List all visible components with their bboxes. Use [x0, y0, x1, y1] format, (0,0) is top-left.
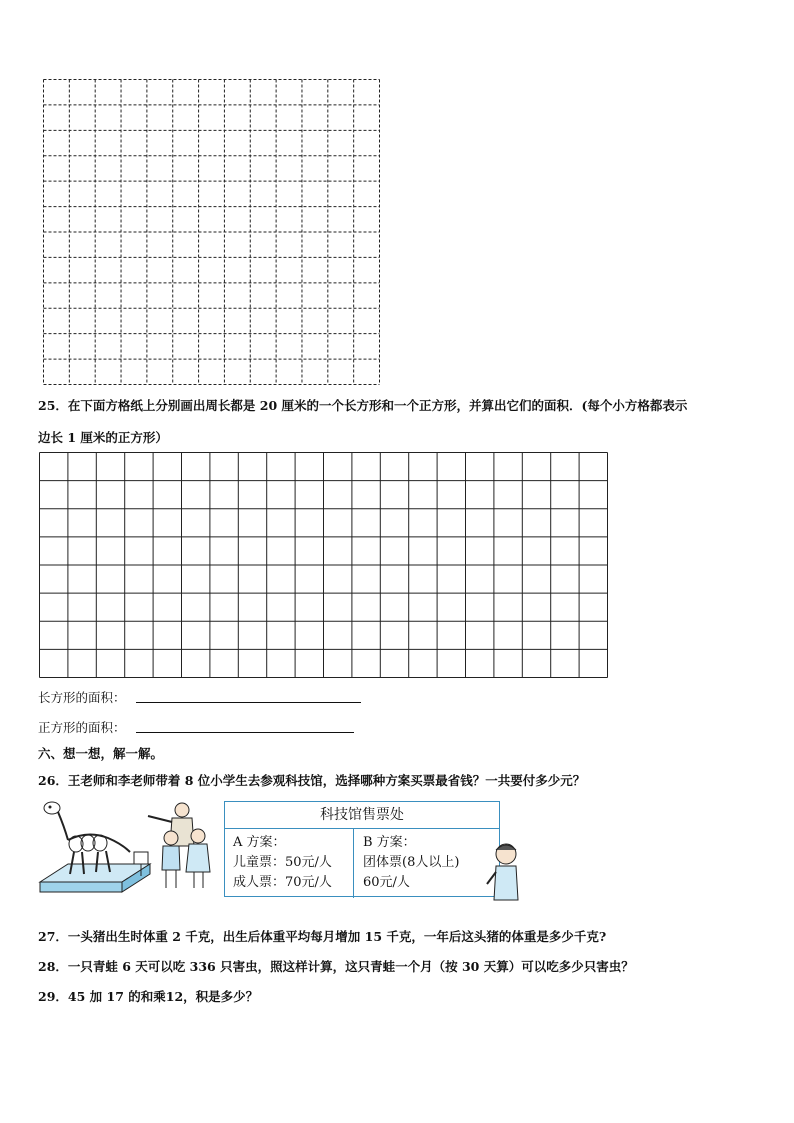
square-area-answer-line[interactable] [136, 732, 354, 733]
square-grid-paper [39, 452, 608, 678]
plan-b-group-ticket: 团体票(8人以上) [363, 855, 460, 870]
rectangle-area-answer-line[interactable] [136, 702, 361, 703]
question-25-number: 25． [38, 398, 68, 413]
plan-b-label: B 方案： [363, 835, 416, 850]
question-26-number: 26． [38, 773, 68, 788]
ticket-divider [353, 828, 354, 898]
plan-a-adult-price: 成人票：70元/人 [233, 875, 332, 890]
question-28-text: 一只青蛙 6 天可以吃 336 只害虫，照这样计算，这只青蛙一个月（按 30 天算）可以吃多少只害虫？ [67, 959, 634, 974]
question-26 [38, 771, 585, 789]
question-25-text-line2: 边长 1 厘米的正方形） [38, 430, 168, 445]
top-dashed-grid [43, 79, 380, 385]
question-27-text: 一头猪出生时体重 2 千克，出生后体重平均每月增加 15 千克，一年后这头猪的体重是多少千克? [67, 929, 607, 944]
square-area-label: 正方形的面积： [38, 720, 126, 735]
plan-a-child-price: 儿童票：50元/人 [233, 855, 332, 870]
rectangle-area-label: 长方形的面积： [38, 690, 126, 705]
boy-illustration [484, 840, 524, 902]
question-27 [38, 927, 606, 945]
ticket-office-title: 科技馆售票处 [225, 802, 499, 829]
plan-b-group-price: 60元/人 [363, 875, 410, 890]
section-6-title: 六、想一想，解一解。 [38, 746, 164, 761]
ticket-office-board [224, 801, 500, 897]
question-27-number: 27． [38, 929, 68, 944]
question-29 [38, 987, 258, 1005]
plan-a-label: A 方案： [233, 835, 286, 850]
question-25 [38, 396, 687, 414]
question-26-text: 王老师和李老师带着 8 位小学生去参观科技馆，选择哪种方案买票最省钱？一共要付多少元？ [67, 773, 586, 788]
museum-scene-illustration [38, 796, 224, 902]
question-28 [38, 957, 634, 975]
question-25-text-line1: 在下面方格纸上分别画出周长都是 20 厘米的一个长方形和一个正方形，并算出它们的面积．(每个小方格都表示 [67, 398, 688, 413]
question-29-number: 29． [38, 989, 68, 1004]
question-29-text: 45 加 17 的和乘12，积是多少？ [67, 989, 259, 1004]
question-28-number: 28． [38, 959, 68, 974]
